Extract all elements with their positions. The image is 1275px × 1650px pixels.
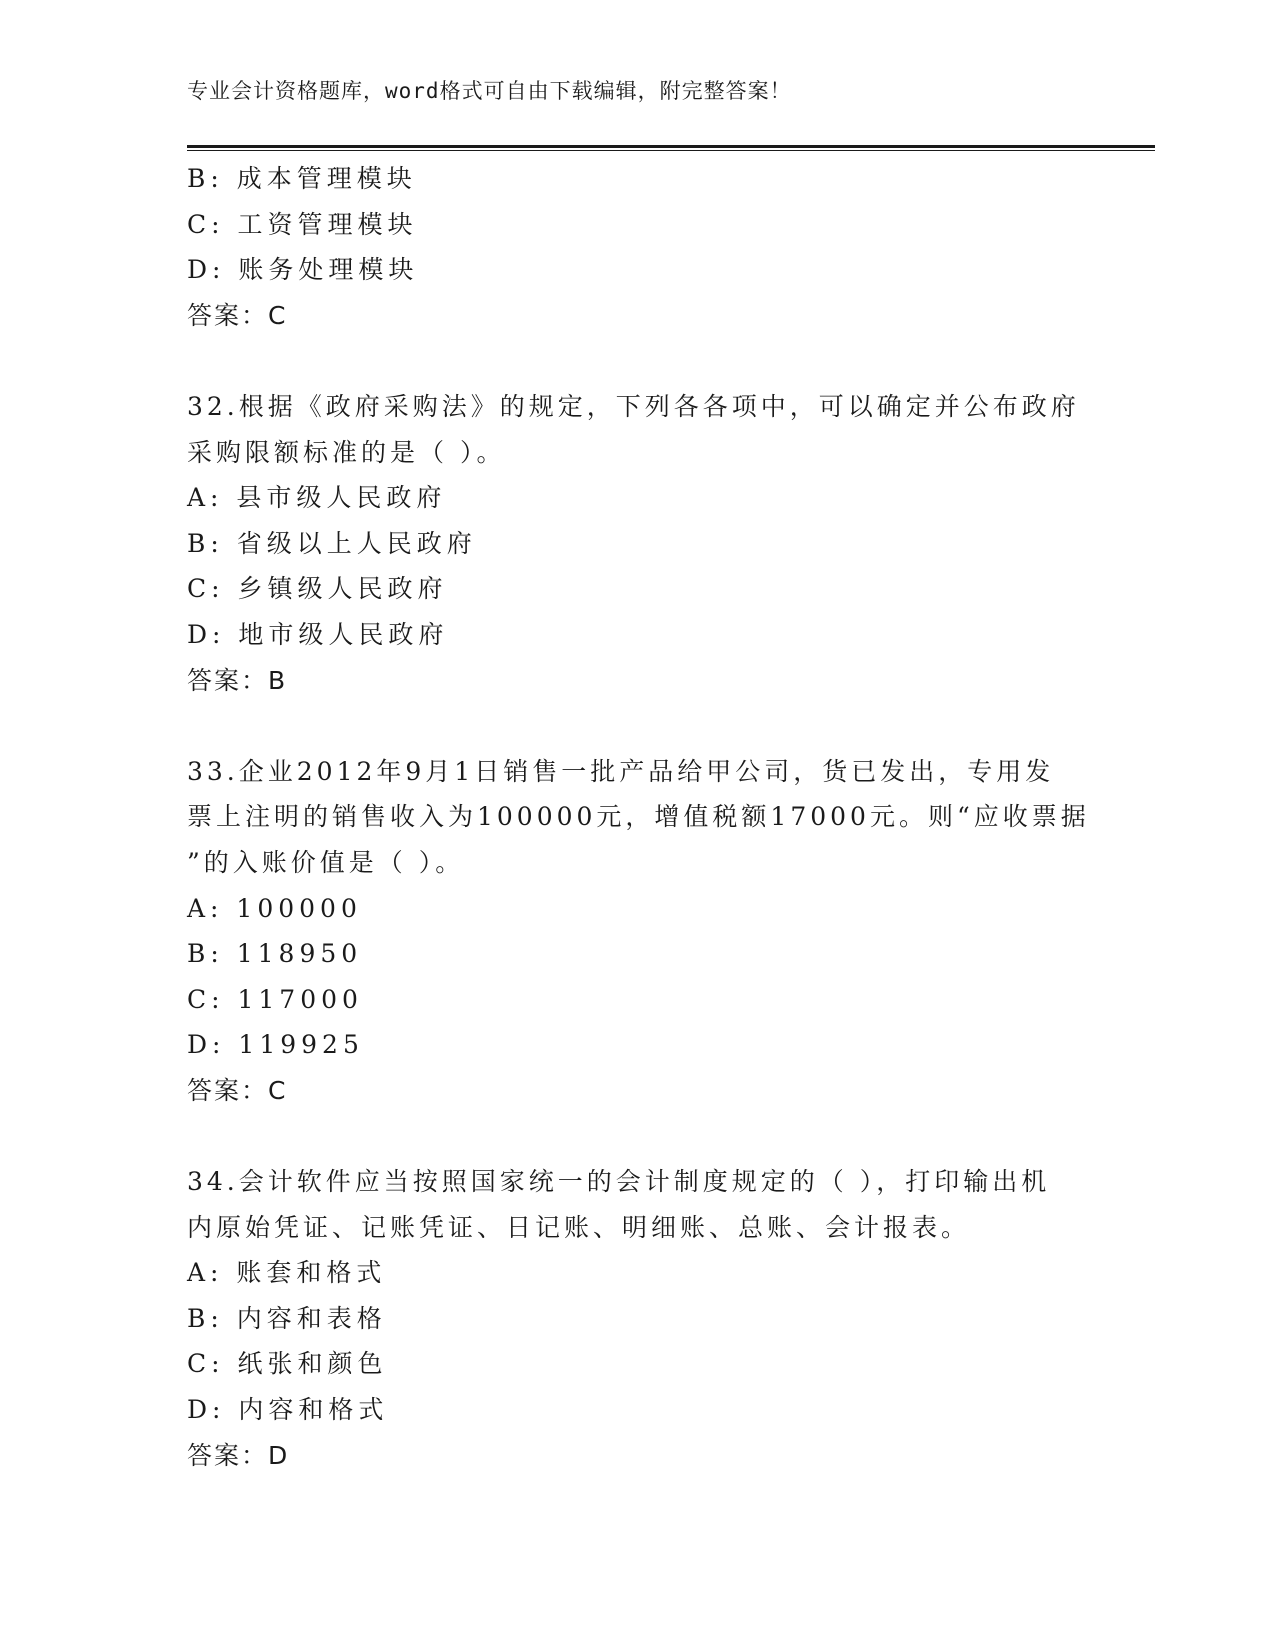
option-b: B: 118950 — [187, 939, 363, 969]
question-text: 32.根据《政府采购法》的规定，下列各各项中，可以确定并公布政府 — [187, 391, 1080, 421]
question-32 — [187, 384, 1087, 703]
option-a: A: 账套和格式 — [187, 1258, 387, 1288]
option-a: A: 县市级人民政府 — [187, 483, 447, 513]
answer: 答案：D — [187, 1440, 290, 1470]
question-31 — [187, 156, 1087, 338]
option-a: A: 100000 — [187, 893, 362, 923]
option-c: C: 117000 — [187, 984, 363, 1014]
question-text: 33.企业2012年9月1日销售一批产品给甲公司，货已发出，专用发 — [187, 756, 1055, 786]
header-rule-thick — [187, 145, 1155, 148]
option-c: C: 纸张和颜色 — [187, 1349, 388, 1379]
answer: 答案：C — [187, 300, 288, 330]
question-list — [187, 156, 1090, 1478]
question-text: 34.会计软件应当按照国家统一的会计制度规定的（ ），打印输出机 — [187, 1167, 1051, 1197]
question-text: 采购限额标准的是（ ）。 — [187, 437, 506, 467]
answer: 答案：B — [187, 665, 288, 695]
question-34 — [187, 1159, 1087, 1478]
question-text: 票上注明的销售收入为100000元，增值税额17000元。则“应收票据 — [187, 802, 1090, 832]
option-b: B: 成本管理模块 — [187, 164, 417, 193]
option-d: D: 119925 — [187, 1030, 364, 1060]
question-33 — [187, 749, 1090, 1114]
answer: 答案：C — [187, 1075, 288, 1105]
option-d: D: 地市级人民政府 — [187, 619, 449, 649]
option-c: C: 乡镇级人民政府 — [187, 574, 448, 604]
option-c: C: 工资管理模块 — [187, 209, 418, 239]
option-d: D: 账务处理模块 — [187, 255, 419, 285]
question-text: ”的入账价值是（ ）。 — [187, 847, 465, 877]
option-b: B: 省级以上人民政府 — [187, 528, 477, 558]
page-header: 专业会计资格题库，word格式可自由下载编辑，附完整答案！ — [187, 79, 792, 103]
option-b: B: 内容和表格 — [187, 1303, 387, 1333]
header-rule-thin — [187, 150, 1155, 151]
question-text: 内原始凭证、记账凭证、日记账、明细账、总账、会计报表。 — [187, 1212, 971, 1242]
option-d: D: 内容和格式 — [187, 1395, 389, 1425]
